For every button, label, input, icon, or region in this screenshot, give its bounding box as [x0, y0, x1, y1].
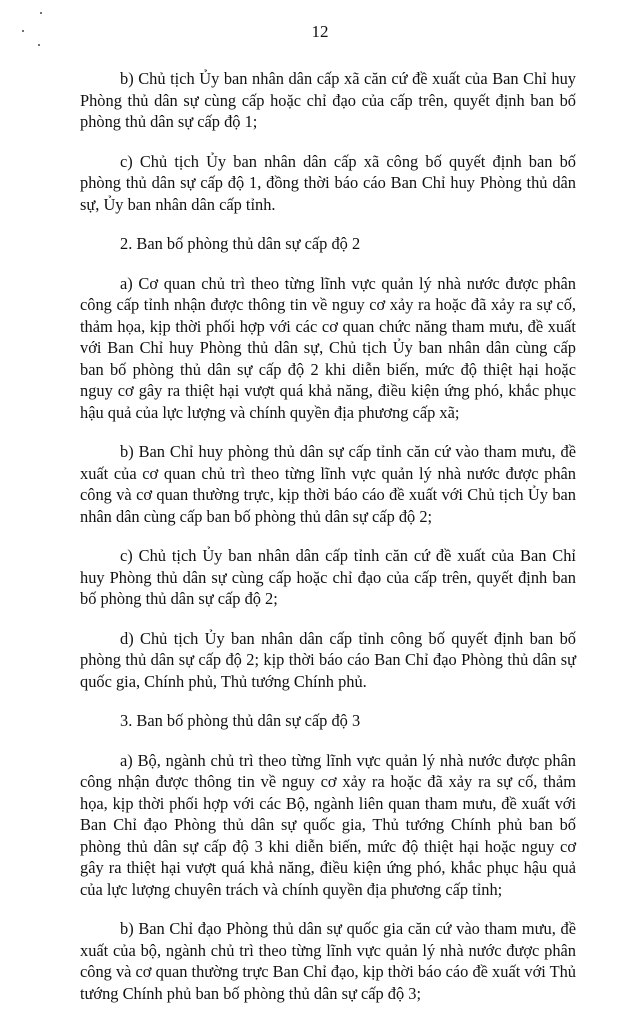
- paragraph-3b: b) Ban Chỉ đạo Phòng thủ dân sự quốc gia căn cứ vào tham mưu, đề xuất của bộ, ngành chủ trì theo từng lĩnh vực quản lý nhà nước được phân công và cơ quan thường trực Ban Chỉ đạo, kịp thời báo cáo đề xuất với Thủ tướng Chính phủ ban bố phòng thủ dân sự cấp độ 3;: [80, 919, 576, 1003]
- paragraph-2a: a) Cơ quan chủ trì theo từng lĩnh vực quản lý nhà nước được phân công cấp tỉnh nhận được thông tin về nguy cơ xảy ra hoặc đã xảy ra sự cố, thảm họa, kịp thời phối hợp với các cơ quan chức năng tham mưu, đề xuất với Ban Chỉ huy Phòng thủ dân sự, Chủ tịch Ủy ban nhân dân cùng cấp ban bố phòng thủ dân sự cấp độ 2 khi diễn biến, mức độ thiệt hại hoặc nguy cơ gây ra thiệt hại vượt quá khả năng, điều kiện ứng phó, khắc phục hậu quả của lực lượng và chính quyền địa phương cấp xã;: [80, 273, 576, 422]
- section-heading-level2: 2. Ban bố phòng thủ dân sự cấp độ 2: [120, 234, 361, 253]
- paragraph-3a: a) Bộ, ngành chủ trì theo từng lĩnh vực quản lý nhà nước được phân công nhận được thông tin về nguy cơ xảy ra hoặc đã xảy ra sự cố, thảm họa, kịp thời phối hợp với các Bộ, ngành liên quan tham mưu, đề xuất với Ban Chỉ đạo Phòng thủ dân sự quốc gia, Thủ tướng Chính phủ ban bố phòng thủ dân sự cấp độ 3 khi diễn biến, mức độ thiệt hại hoặc nguy cơ gây ra thiệt hại vượt quá khả năng, điều kiện ứng phó, khắc phục hậu quả của lực lượng chuyên trách và chính quyền địa phương cấp tỉnh;: [80, 750, 576, 899]
- paragraph-2c: c) Chủ tịch Ủy ban nhân dân cấp tỉnh căn cứ đề xuất của Ban Chỉ huy Phòng thủ dân sự cùng cấp hoặc chỉ đạo của cấp trên, quyết định ban bố phòng thủ dân sự cấp độ 2;: [80, 546, 576, 608]
- paragraph-1c-level1: c) Chủ tịch Ủy ban nhân dân cấp xã công bố quyết định ban bố phòng thủ dân sự cấp độ 1, đồng thời báo cáo Ban Chỉ huy Phòng thủ dân sự, Ủy ban nhân dân cấp tỉnh.: [80, 151, 576, 214]
- scan-speck: [38, 44, 40, 46]
- page-number: 12: [311, 22, 329, 41]
- paragraph-2b: b) Ban Chỉ huy phòng thủ dân sự cấp tỉnh căn cứ vào tham mưu, đề xuất của cơ quan chủ trì theo từng lĩnh vực quản lý nhà nước được phân công và cơ quan thường trực, kịp thời báo cáo đề xuất với Chủ tịch Ủy ban nhân dân cùng cấp ban bố phòng thủ dân sự cấp độ 2;: [80, 442, 576, 526]
- paragraph-2d: d) Chủ tịch Ủy ban nhân dân cấp tỉnh công bố quyết định ban bố phòng thủ dân sự cấp độ 2; kịp thời báo cáo Ban Chỉ đạo Phòng thủ dân sự quốc gia, Chính phủ, Thủ tướng Chính phủ.: [80, 628, 576, 691]
- paragraph-1b-level1: b) Chủ tịch Ủy ban nhân dân cấp xã căn cứ đề xuất của Ban Chỉ huy Phòng thủ dân sự cùng cấp hoặc chỉ đạo của cấp trên, quyết định ban bố phòng thủ dân sự cấp độ 1;: [80, 69, 576, 131]
- document-body: [80, 68, 576, 1022]
- section-heading-level3: 3. Ban bố phòng thủ dân sự cấp độ 3: [120, 711, 361, 730]
- scan-speck: [40, 12, 42, 14]
